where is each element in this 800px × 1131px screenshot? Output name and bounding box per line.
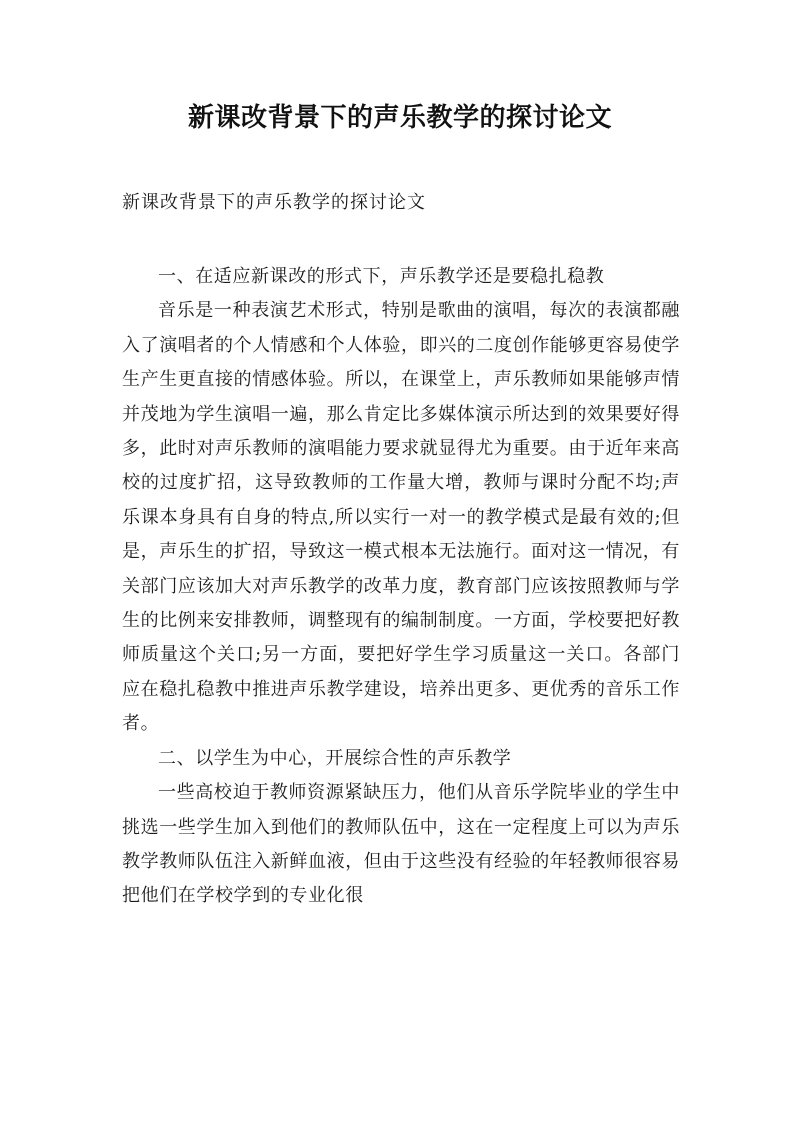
document-title: 新课改背景下的声乐教学的探讨论文 — [187, 103, 612, 133]
document-body — [122, 260, 680, 914]
body-paragraph-2: 一些高校迫于教师资源紧缺压力，他们从音乐学院毕业的学生中挑选一些学生加入到他们的教师队伍中，这在一定程度上可以为声乐教学教师队伍注入新鲜血液，但由于这些没有经验的年轻教师很容易把他们在学校学到的专业化很 — [122, 782, 680, 907]
section-heading-1: 一、在适应新课改的形式下，声乐教学还是要稳扎稳教 — [158, 266, 605, 287]
document-subtitle: 新课改背景下的声乐教学的探讨论文 — [122, 192, 426, 213]
body-paragraph-1: 音乐是一种表演艺术形式，特别是歌曲的演唱，每次的表演都融入了演唱者的个人情感和个人体验，即兴的二度创作能够更容易使学生产生更直接的情感体验。所以，在课堂上，声乐教师如果能够声情并茂地为学生演唱一遍，那么肯定比多媒体演示所达到的效果要好得多，此时对声乐教师的演唱能力要求就显得尤为重要。由于近年来高校的过度扩招，这导致教师的工作量大增，教师与课时分配不均;声乐课本身具有自身的特点,所以实行一对一的教学模式是最有效的;但是，声乐生的扩招，导致这一模式根本无法施行。面对这一情况，有关部门应该加大对声乐教学的改革力度，教育部门应该按照教师与学生的比例来安排教师，调整现有的编制制度。一方面，学校要把好教师质量这个关口;另一方面，要把好学生学习质量这一关口。各部门应在稳扎稳教中推进声乐教学建设，培养出更多、更优秀的音乐工作者。 — [122, 300, 680, 735]
section-heading-2: 二、以学生为中心，开展综合性的声乐教学 — [158, 747, 512, 769]
